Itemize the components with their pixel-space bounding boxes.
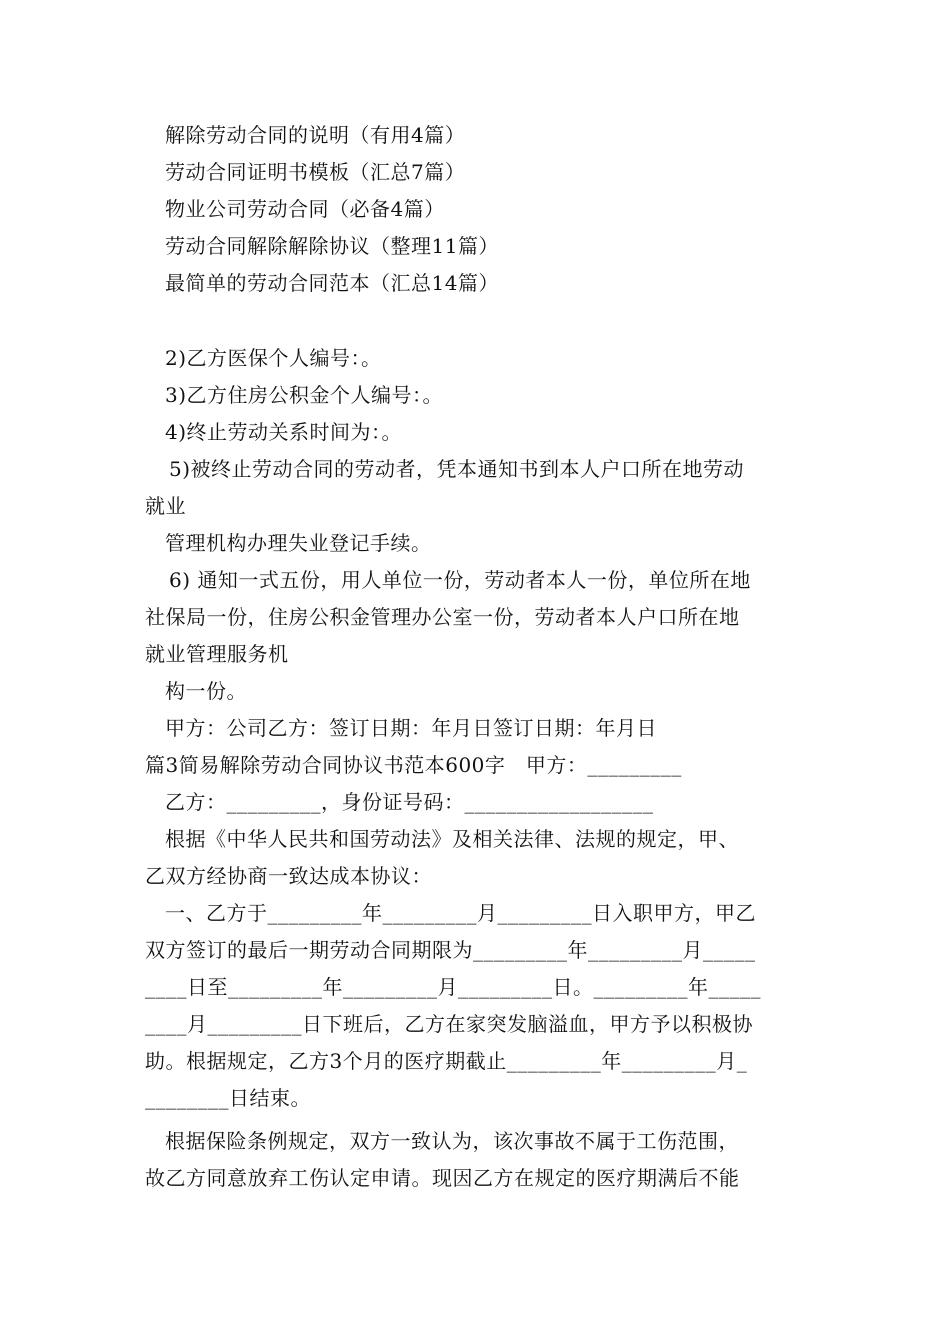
text-line: 3)乙方住房公积金个人编号：。 bbox=[165, 383, 444, 407]
related-doc-link[interactable]: 劳动合同证明书模板（汇总7篇） bbox=[165, 160, 466, 184]
text-line: 2)乙方医保个人编号：。 bbox=[165, 346, 382, 370]
text-line: 根据保险条例规定，双方一致认为，该次事故不属于工伤范围， bbox=[165, 1129, 739, 1153]
text-line: 双方签订的最后一期劳动合同期限为_________年_________月_____ bbox=[145, 938, 756, 962]
text-line: ____月_________日下班后，乙方在家突发脑溢血，甲方予以积极协 bbox=[145, 1012, 753, 1036]
text-line: 助。根据规定，乙方3个月的医疗期截止_________年_________月_ bbox=[145, 1049, 748, 1073]
text-line: ________日结束。 bbox=[145, 1086, 311, 1110]
text-line: 就业管理服务机 bbox=[145, 642, 289, 666]
text-line: ____日至_________年_________月_________日。_________年_____ bbox=[145, 975, 761, 999]
text-line: 乙方：_________，身份证号码：__________________ bbox=[165, 790, 654, 814]
text-line: 社保局一份，住房公积金管理办公室一份，劳动者本人户口所在地 bbox=[145, 605, 740, 629]
text-line: 一、乙方于_________年_________月_________日入职甲方，甲乙 bbox=[165, 901, 756, 925]
related-doc-link[interactable]: 解除劳动合同的说明（有用4篇） bbox=[165, 123, 466, 147]
text-line: 管理机构办理失业登记手续。 bbox=[165, 531, 432, 555]
text-line: 甲方：公司乙方：签订日期：年月日签订日期：年月日 bbox=[165, 716, 657, 740]
related-doc-link[interactable]: 物业公司劳动合同（必备4篇） bbox=[165, 197, 445, 221]
text-line: 4)终止劳动关系时间为：。 bbox=[165, 420, 403, 444]
related-doc-link[interactable]: 最简单的劳动合同范本（汇总14篇） bbox=[165, 271, 499, 295]
related-doc-link[interactable]: 劳动合同解除解除协议（整理11篇） bbox=[165, 234, 499, 258]
text-line: 就业 bbox=[145, 494, 186, 518]
text-line: 乙双方经协商一致达成本协议： bbox=[145, 864, 432, 888]
text-line: 6) 通知一式五份，用人单位一份，劳动者本人一份，单位所在地 bbox=[169, 568, 751, 592]
text-line: 根据《中华人民共和国劳动法》及相关法律、法规的规定，甲、 bbox=[165, 827, 739, 851]
text-line: 5)被终止劳动合同的劳动者，凭本通知书到本人户口所在地劳动 bbox=[169, 457, 745, 481]
section-heading: 篇3简易解除劳动合同协议书范本600字 甲方：_________ bbox=[145, 753, 682, 777]
text-line: 构一份。 bbox=[165, 679, 247, 703]
text-line: 故乙方同意放弃工伤认定申请。现因乙方在规定的医疗期满后不能 bbox=[145, 1166, 740, 1190]
